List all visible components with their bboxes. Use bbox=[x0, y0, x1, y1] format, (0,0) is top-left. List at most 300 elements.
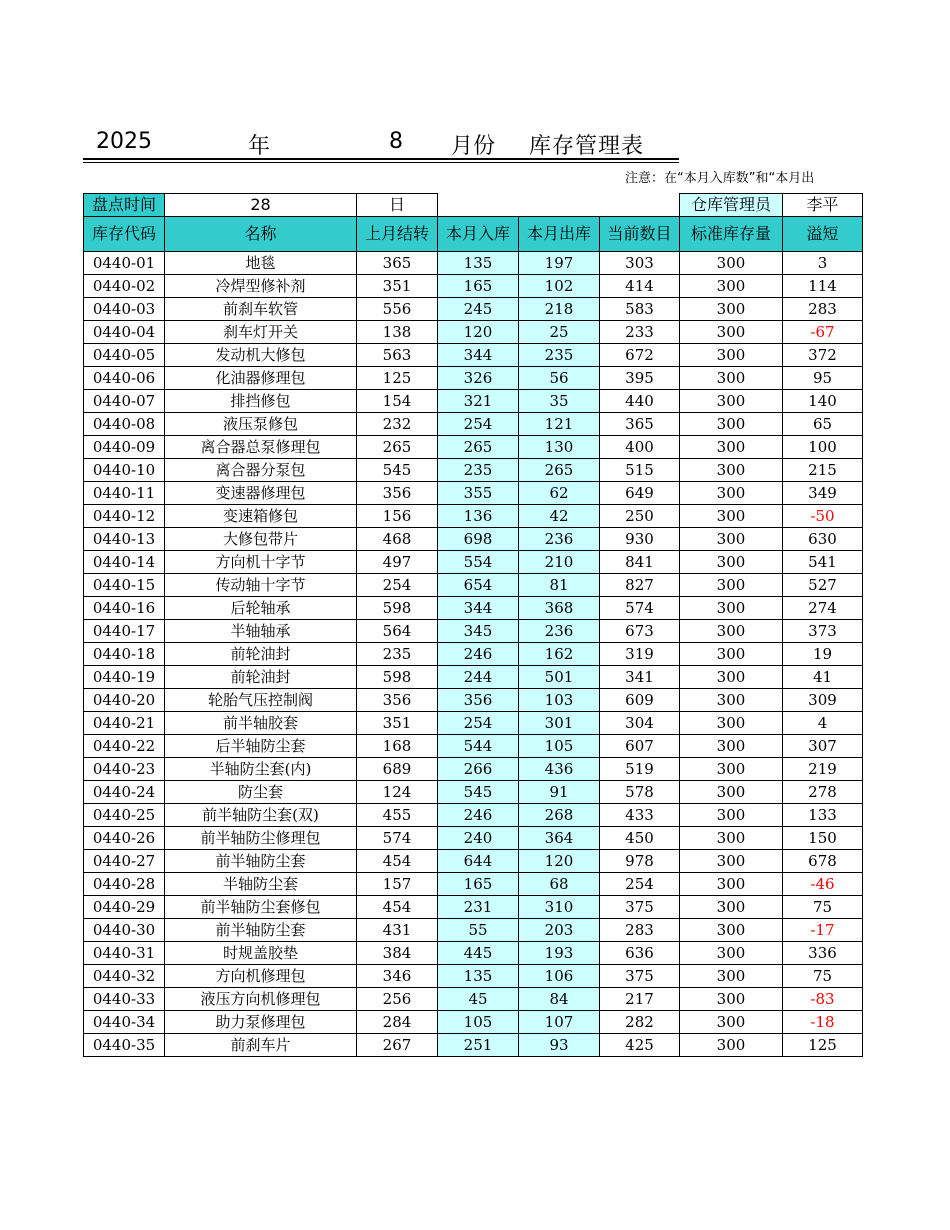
title-year: 2025 bbox=[96, 129, 152, 154]
cell-code: 0440-26 bbox=[84, 827, 165, 850]
cell-out[interactable]: 81 bbox=[519, 574, 600, 597]
cell-in[interactable]: 265 bbox=[438, 436, 519, 459]
cell-name: 方向机十字节 bbox=[165, 551, 357, 574]
cell-current: 414 bbox=[600, 275, 680, 298]
cell-name: 排挡修包 bbox=[165, 390, 357, 413]
cell-diff: 541 bbox=[783, 551, 863, 574]
cell-standard: 300 bbox=[680, 735, 783, 758]
cell-current: 841 bbox=[600, 551, 680, 574]
cell-standard: 300 bbox=[680, 827, 783, 850]
note-text: 注意：在“本月入库数”和“本月出 bbox=[625, 171, 815, 186]
cell-in[interactable]: 356 bbox=[438, 689, 519, 712]
cell-current: 282 bbox=[600, 1011, 680, 1034]
cell-standard: 300 bbox=[680, 459, 783, 482]
table-row bbox=[84, 781, 863, 804]
cell-current: 375 bbox=[600, 896, 680, 919]
cell-in[interactable]: 231 bbox=[438, 896, 519, 919]
cell-standard: 300 bbox=[680, 942, 783, 965]
table-row bbox=[84, 597, 863, 620]
cell-out[interactable]: 501 bbox=[519, 666, 600, 689]
cell-in[interactable]: 321 bbox=[438, 390, 519, 413]
cell-current: 233 bbox=[600, 321, 680, 344]
cell-out[interactable]: 62 bbox=[519, 482, 600, 505]
cell-last-month: 356 bbox=[357, 689, 438, 712]
cell-out[interactable]: 236 bbox=[519, 620, 600, 643]
cell-diff: 150 bbox=[783, 827, 863, 850]
cell-standard: 300 bbox=[680, 505, 783, 528]
cell-code: 0440-04 bbox=[84, 321, 165, 344]
cell-current: 283 bbox=[600, 919, 680, 942]
cell-in[interactable]: 254 bbox=[438, 413, 519, 436]
cell-code: 0440-19 bbox=[84, 666, 165, 689]
cell-current: 254 bbox=[600, 873, 680, 896]
cell-current: 636 bbox=[600, 942, 680, 965]
cell-last-month: 235 bbox=[357, 643, 438, 666]
cell-code: 0440-21 bbox=[84, 712, 165, 735]
cell-last-month: 346 bbox=[357, 965, 438, 988]
cell-current: 672 bbox=[600, 344, 680, 367]
cell-out[interactable]: 121 bbox=[519, 413, 600, 436]
cell-last-month: 455 bbox=[357, 804, 438, 827]
table-row bbox=[84, 827, 863, 850]
cell-last-month: 689 bbox=[357, 758, 438, 781]
table-row bbox=[84, 896, 863, 919]
cell-last-month: 497 bbox=[357, 551, 438, 574]
cell-out[interactable]: 368 bbox=[519, 597, 600, 620]
report-title bbox=[83, 127, 679, 160]
cell-name: 刹车灯开关 bbox=[165, 321, 357, 344]
cell-last-month: 265 bbox=[357, 436, 438, 459]
cell-name: 方向机修理包 bbox=[165, 965, 357, 988]
cell-code: 0440-09 bbox=[84, 436, 165, 459]
cell-diff: 349 bbox=[783, 482, 863, 505]
header-in: 本月入库 bbox=[438, 217, 519, 252]
cell-out[interactable]: 42 bbox=[519, 505, 600, 528]
cell-out[interactable]: 84 bbox=[519, 988, 600, 1011]
cell-code: 0440-20 bbox=[84, 689, 165, 712]
cell-out[interactable]: 107 bbox=[519, 1011, 600, 1034]
cell-standard: 300 bbox=[680, 321, 783, 344]
cell-code: 0440-33 bbox=[84, 988, 165, 1011]
cell-current: 341 bbox=[600, 666, 680, 689]
cell-in[interactable]: 698 bbox=[438, 528, 519, 551]
cell-diff: 274 bbox=[783, 597, 863, 620]
cell-name: 冷焊型修补剂 bbox=[165, 275, 357, 298]
cell-current: 217 bbox=[600, 988, 680, 1011]
cell-in[interactable]: 45 bbox=[438, 988, 519, 1011]
cell-standard: 300 bbox=[680, 413, 783, 436]
header-last-month: 上月结转 bbox=[357, 217, 438, 252]
cell-out[interactable]: 268 bbox=[519, 804, 600, 827]
cell-code: 0440-28 bbox=[84, 873, 165, 896]
inventory-sheet bbox=[83, 193, 863, 1057]
cell-diff: 41 bbox=[783, 666, 863, 689]
cell-out[interactable]: 210 bbox=[519, 551, 600, 574]
cell-standard: 300 bbox=[680, 252, 783, 275]
cell-code: 0440-05 bbox=[84, 344, 165, 367]
cell-last-month: 284 bbox=[357, 1011, 438, 1034]
cell-in[interactable]: 240 bbox=[438, 827, 519, 850]
cell-diff: 133 bbox=[783, 804, 863, 827]
cell-out[interactable]: 105 bbox=[519, 735, 600, 758]
cell-in[interactable]: 246 bbox=[438, 643, 519, 666]
cell-in[interactable]: 135 bbox=[438, 965, 519, 988]
cell-diff: -17 bbox=[783, 919, 863, 942]
cell-name: 后半轴防尘套 bbox=[165, 735, 357, 758]
cell-out[interactable]: 162 bbox=[519, 643, 600, 666]
cell-last-month: 564 bbox=[357, 620, 438, 643]
count-day-label: 日 bbox=[357, 194, 438, 217]
table-row bbox=[84, 551, 863, 574]
cell-in[interactable]: 266 bbox=[438, 758, 519, 781]
cell-last-month: 125 bbox=[357, 367, 438, 390]
header-out: 本月出库 bbox=[519, 217, 600, 252]
cell-name: 前轮油封 bbox=[165, 643, 357, 666]
cell-diff: 283 bbox=[783, 298, 863, 321]
table-row bbox=[84, 321, 863, 344]
cell-standard: 300 bbox=[680, 758, 783, 781]
cell-diff: 65 bbox=[783, 413, 863, 436]
cell-in[interactable]: 644 bbox=[438, 850, 519, 873]
cell-out[interactable]: 436 bbox=[519, 758, 600, 781]
cell-current: 583 bbox=[600, 298, 680, 321]
cell-name: 时规盖胶垫 bbox=[165, 942, 357, 965]
table-row bbox=[84, 1011, 863, 1034]
cell-last-month: 254 bbox=[357, 574, 438, 597]
cell-last-month: 563 bbox=[357, 344, 438, 367]
cell-out[interactable]: 68 bbox=[519, 873, 600, 896]
cell-in[interactable]: 165 bbox=[438, 873, 519, 896]
title-text: 库存管理表 bbox=[529, 134, 645, 159]
cell-code: 0440-32 bbox=[84, 965, 165, 988]
cell-code: 0440-25 bbox=[84, 804, 165, 827]
cell-in[interactable]: 245 bbox=[438, 298, 519, 321]
table-row bbox=[84, 344, 863, 367]
cell-standard: 300 bbox=[680, 551, 783, 574]
cell-standard: 300 bbox=[680, 298, 783, 321]
cell-standard: 300 bbox=[680, 666, 783, 689]
cell-in[interactable]: 544 bbox=[438, 735, 519, 758]
cell-current: 673 bbox=[600, 620, 680, 643]
cell-name: 半轴轴承 bbox=[165, 620, 357, 643]
table-row bbox=[84, 1034, 863, 1057]
table-row bbox=[84, 436, 863, 459]
cell-diff: 678 bbox=[783, 850, 863, 873]
cell-in[interactable]: 554 bbox=[438, 551, 519, 574]
cell-last-month: 267 bbox=[357, 1034, 438, 1057]
cell-code: 0440-34 bbox=[84, 1011, 165, 1034]
table-row bbox=[84, 666, 863, 689]
cell-current: 440 bbox=[600, 390, 680, 413]
cell-name: 后轮轴承 bbox=[165, 597, 357, 620]
table-row bbox=[84, 942, 863, 965]
cell-diff: -67 bbox=[783, 321, 863, 344]
cell-name: 离合器总泵修理包 bbox=[165, 436, 357, 459]
cell-diff: 278 bbox=[783, 781, 863, 804]
cell-last-month: 365 bbox=[357, 252, 438, 275]
cell-last-month: 545 bbox=[357, 459, 438, 482]
cell-last-month: 356 bbox=[357, 482, 438, 505]
table-row bbox=[84, 390, 863, 413]
cell-name: 大修包带片 bbox=[165, 528, 357, 551]
cell-last-month: 138 bbox=[357, 321, 438, 344]
cell-name: 发动机大修包 bbox=[165, 344, 357, 367]
cell-diff: -46 bbox=[783, 873, 863, 896]
cell-out[interactable]: 310 bbox=[519, 896, 600, 919]
cell-in[interactable]: 244 bbox=[438, 666, 519, 689]
cell-standard: 300 bbox=[680, 1034, 783, 1057]
cell-name: 化油器修理包 bbox=[165, 367, 357, 390]
cell-code: 0440-13 bbox=[84, 528, 165, 551]
cell-diff: 100 bbox=[783, 436, 863, 459]
cell-in[interactable]: 235 bbox=[438, 459, 519, 482]
cell-name: 变速箱修包 bbox=[165, 505, 357, 528]
table-row bbox=[84, 367, 863, 390]
table-row bbox=[84, 735, 863, 758]
cell-out[interactable]: 364 bbox=[519, 827, 600, 850]
cell-current: 319 bbox=[600, 643, 680, 666]
cell-last-month: 468 bbox=[357, 528, 438, 551]
title-double-underline bbox=[83, 162, 679, 163]
cell-in[interactable]: 345 bbox=[438, 620, 519, 643]
cell-current: 395 bbox=[600, 367, 680, 390]
cell-standard: 300 bbox=[680, 873, 783, 896]
cell-last-month: 574 bbox=[357, 827, 438, 850]
cell-out[interactable]: 103 bbox=[519, 689, 600, 712]
cell-current: 400 bbox=[600, 436, 680, 459]
table-row bbox=[84, 620, 863, 643]
cell-code: 0440-10 bbox=[84, 459, 165, 482]
cell-current: 303 bbox=[600, 252, 680, 275]
cell-standard: 300 bbox=[680, 965, 783, 988]
table-row bbox=[84, 298, 863, 321]
cell-name: 前刹车软管 bbox=[165, 298, 357, 321]
cell-in[interactable]: 251 bbox=[438, 1034, 519, 1057]
cell-standard: 300 bbox=[680, 528, 783, 551]
cell-name: 前半轴防尘套修包 bbox=[165, 896, 357, 919]
cell-standard: 300 bbox=[680, 988, 783, 1011]
cell-current: 978 bbox=[600, 850, 680, 873]
cell-current: 304 bbox=[600, 712, 680, 735]
cell-code: 0440-15 bbox=[84, 574, 165, 597]
table-row bbox=[84, 482, 863, 505]
cell-current: 649 bbox=[600, 482, 680, 505]
cell-last-month: 454 bbox=[357, 850, 438, 873]
cell-diff: 372 bbox=[783, 344, 863, 367]
cell-name: 轮胎气压控制阀 bbox=[165, 689, 357, 712]
cell-out[interactable]: 91 bbox=[519, 781, 600, 804]
cell-diff: 75 bbox=[783, 896, 863, 919]
cell-standard: 300 bbox=[680, 781, 783, 804]
cell-code: 0440-29 bbox=[84, 896, 165, 919]
cell-out[interactable]: 197 bbox=[519, 252, 600, 275]
cell-last-month: 351 bbox=[357, 712, 438, 735]
cell-in[interactable]: 355 bbox=[438, 482, 519, 505]
cell-name: 前半轴胶套 bbox=[165, 712, 357, 735]
title-month-unit: 月份 bbox=[451, 134, 496, 159]
cell-code: 0440-07 bbox=[84, 390, 165, 413]
cell-name: 液压泵修包 bbox=[165, 413, 357, 436]
table-row bbox=[84, 850, 863, 873]
cell-in[interactable]: 105 bbox=[438, 1011, 519, 1034]
table-row bbox=[84, 712, 863, 735]
cell-out[interactable]: 203 bbox=[519, 919, 600, 942]
cell-out[interactable]: 235 bbox=[519, 344, 600, 367]
count-date-label: 盘点时间 bbox=[84, 194, 165, 217]
cell-current: 425 bbox=[600, 1034, 680, 1057]
cell-code: 0440-03 bbox=[84, 298, 165, 321]
cell-in[interactable]: 55 bbox=[438, 919, 519, 942]
cell-name: 防尘套 bbox=[165, 781, 357, 804]
table-row bbox=[84, 252, 863, 275]
cell-out[interactable]: 120 bbox=[519, 850, 600, 873]
title-month: 8 bbox=[389, 129, 403, 154]
cell-last-month: 154 bbox=[357, 390, 438, 413]
cell-out[interactable]: 218 bbox=[519, 298, 600, 321]
cell-name: 前半轴防尘套 bbox=[165, 850, 357, 873]
cell-out[interactable]: 56 bbox=[519, 367, 600, 390]
cell-code: 0440-01 bbox=[84, 252, 165, 275]
cell-last-month: 156 bbox=[357, 505, 438, 528]
table-row bbox=[84, 413, 863, 436]
cell-in[interactable]: 344 bbox=[438, 344, 519, 367]
cell-out[interactable]: 193 bbox=[519, 942, 600, 965]
cell-code: 0440-02 bbox=[84, 275, 165, 298]
cell-name: 离合器分泵包 bbox=[165, 459, 357, 482]
cell-current: 515 bbox=[600, 459, 680, 482]
cell-standard: 300 bbox=[680, 919, 783, 942]
cell-out[interactable]: 25 bbox=[519, 321, 600, 344]
cell-in[interactable]: 136 bbox=[438, 505, 519, 528]
cell-in[interactable]: 254 bbox=[438, 712, 519, 735]
cell-in[interactable]: 165 bbox=[438, 275, 519, 298]
cell-in[interactable]: 246 bbox=[438, 804, 519, 827]
cell-diff: 140 bbox=[783, 390, 863, 413]
inventory-table bbox=[83, 193, 863, 1057]
cell-name: 前刹车片 bbox=[165, 1034, 357, 1057]
cell-last-month: 168 bbox=[357, 735, 438, 758]
cell-name: 前半轴防尘修理包 bbox=[165, 827, 357, 850]
cell-name: 液压方向机修理包 bbox=[165, 988, 357, 1011]
cell-diff: 75 bbox=[783, 965, 863, 988]
cell-diff: 4 bbox=[783, 712, 863, 735]
table-row bbox=[84, 758, 863, 781]
header-code: 库存代码 bbox=[84, 217, 165, 252]
cell-standard: 300 bbox=[680, 804, 783, 827]
cell-standard: 300 bbox=[680, 620, 783, 643]
cell-last-month: 232 bbox=[357, 413, 438, 436]
header-name: 名称 bbox=[165, 217, 357, 252]
cell-diff: 215 bbox=[783, 459, 863, 482]
header-standard: 标准库存量 bbox=[680, 217, 783, 252]
cell-diff: 630 bbox=[783, 528, 863, 551]
cell-last-month: 556 bbox=[357, 298, 438, 321]
cell-out[interactable]: 102 bbox=[519, 275, 600, 298]
cell-out[interactable]: 93 bbox=[519, 1034, 600, 1057]
header-current: 当前数目 bbox=[600, 217, 680, 252]
header-row bbox=[84, 217, 863, 252]
table-row bbox=[84, 528, 863, 551]
cell-standard: 300 bbox=[680, 850, 783, 873]
cell-standard: 300 bbox=[680, 597, 783, 620]
cell-standard: 300 bbox=[680, 482, 783, 505]
cell-out[interactable]: 35 bbox=[519, 390, 600, 413]
title-year-unit: 年 bbox=[248, 134, 271, 159]
cell-code: 0440-30 bbox=[84, 919, 165, 942]
cell-standard: 300 bbox=[680, 896, 783, 919]
cell-in[interactable]: 445 bbox=[438, 942, 519, 965]
table-row bbox=[84, 804, 863, 827]
cell-in[interactable]: 654 bbox=[438, 574, 519, 597]
table-row bbox=[84, 505, 863, 528]
cell-out[interactable]: 106 bbox=[519, 965, 600, 988]
cell-current: 450 bbox=[600, 827, 680, 850]
cell-code: 0440-24 bbox=[84, 781, 165, 804]
cell-code: 0440-22 bbox=[84, 735, 165, 758]
cell-diff: 219 bbox=[783, 758, 863, 781]
cell-in[interactable]: 344 bbox=[438, 597, 519, 620]
cell-current: 607 bbox=[600, 735, 680, 758]
cell-diff: -50 bbox=[783, 505, 863, 528]
cell-out[interactable]: 301 bbox=[519, 712, 600, 735]
table-row bbox=[84, 919, 863, 942]
header-diff: 溢短 bbox=[783, 217, 863, 252]
table-row bbox=[84, 643, 863, 666]
cell-out[interactable]: 130 bbox=[519, 436, 600, 459]
cell-current: 827 bbox=[600, 574, 680, 597]
cell-code: 0440-27 bbox=[84, 850, 165, 873]
cell-standard: 300 bbox=[680, 436, 783, 459]
cell-in[interactable]: 135 bbox=[438, 252, 519, 275]
cell-out[interactable]: 265 bbox=[519, 459, 600, 482]
manager-value[interactable]: 李平 bbox=[783, 194, 863, 217]
cell-current: 578 bbox=[600, 781, 680, 804]
cell-code: 0440-31 bbox=[84, 942, 165, 965]
cell-standard: 300 bbox=[680, 390, 783, 413]
cell-in[interactable]: 120 bbox=[438, 321, 519, 344]
cell-last-month: 157 bbox=[357, 873, 438, 896]
cell-code: 0440-16 bbox=[84, 597, 165, 620]
cell-in[interactable]: 326 bbox=[438, 367, 519, 390]
cell-diff: 373 bbox=[783, 620, 863, 643]
cell-out[interactable]: 236 bbox=[519, 528, 600, 551]
cell-last-month: 256 bbox=[357, 988, 438, 1011]
cell-name: 助力泵修理包 bbox=[165, 1011, 357, 1034]
cell-code: 0440-35 bbox=[84, 1034, 165, 1057]
cell-standard: 300 bbox=[680, 574, 783, 597]
cell-diff: 3 bbox=[783, 252, 863, 275]
cell-last-month: 124 bbox=[357, 781, 438, 804]
table-row bbox=[84, 873, 863, 896]
cell-name: 半轴防尘套(内) bbox=[165, 758, 357, 781]
manager-label: 仓库管理员 bbox=[680, 194, 783, 217]
cell-last-month: 384 bbox=[357, 942, 438, 965]
count-date-value[interactable]: 28 bbox=[165, 194, 357, 217]
cell-name: 变速器修理包 bbox=[165, 482, 357, 505]
cell-in[interactable]: 545 bbox=[438, 781, 519, 804]
info-blank bbox=[438, 194, 680, 217]
cell-current: 433 bbox=[600, 804, 680, 827]
cell-current: 250 bbox=[600, 505, 680, 528]
cell-diff: 527 bbox=[783, 574, 863, 597]
cell-diff: 125 bbox=[783, 1034, 863, 1057]
cell-diff: 307 bbox=[783, 735, 863, 758]
cell-code: 0440-06 bbox=[84, 367, 165, 390]
cell-diff: 309 bbox=[783, 689, 863, 712]
table-row bbox=[84, 988, 863, 1011]
cell-diff: -18 bbox=[783, 1011, 863, 1034]
cell-current: 609 bbox=[600, 689, 680, 712]
